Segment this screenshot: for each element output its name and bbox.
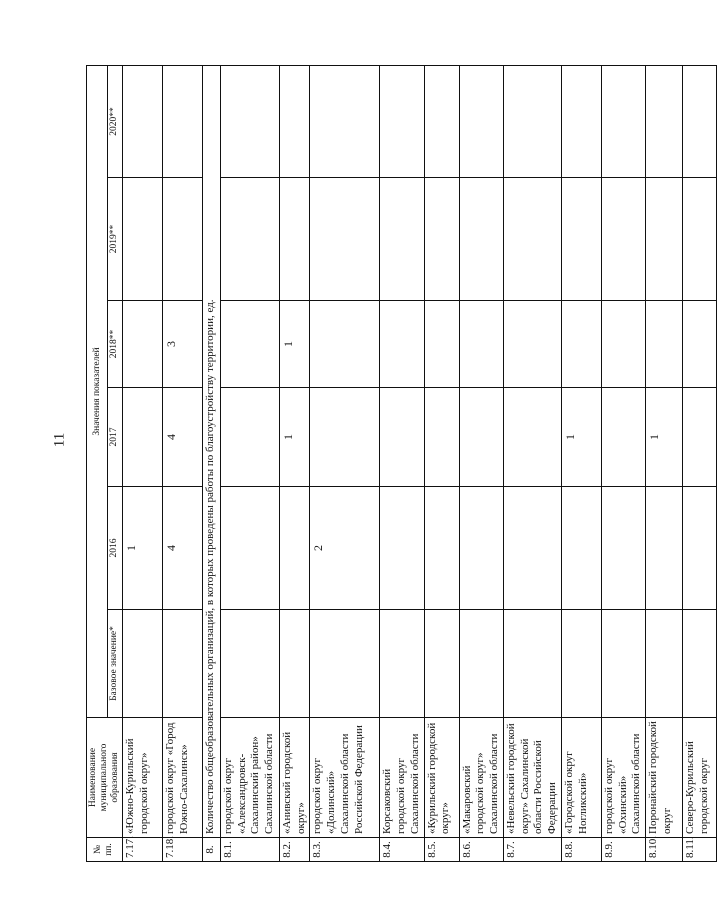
value-cell [122,178,162,301]
table-row [279,66,310,862]
table-row [310,66,380,862]
value-cell: 1 [279,301,310,388]
row-municipality: «Курильский городской округ» [424,718,459,838]
row-municipality: «Анивский городской округ» [279,718,310,838]
value-cell [683,388,717,487]
value-cell [683,610,717,718]
value-cell [162,178,202,301]
section-row [202,66,220,862]
value-cell [503,388,561,487]
row-municipality: «Южно-Курильский городской округ» [122,718,162,838]
value-cell [424,388,459,487]
row-municipality: «Невельский городской округ» Сахалинской области Российской Федерации [503,718,561,838]
value-cell [561,487,601,610]
value-cell [561,301,601,388]
header-2020: 2020** [108,66,123,178]
value-cell [220,66,279,178]
row-num: 8.9. [601,838,645,862]
value-cell [424,301,459,388]
value-cell [122,388,162,487]
value-cell [122,610,162,718]
value-cell [380,66,424,178]
section-num: 8. [202,838,220,862]
rows-group-7 [122,66,202,862]
value-cell [601,178,645,301]
table-row [424,66,459,862]
value-cell [503,301,561,388]
value-cell [162,610,202,718]
row-municipality: «Городской округ Ногликский» [561,718,601,838]
table-row [561,66,601,862]
value-cell [310,66,380,178]
value-cell [122,66,162,178]
table-row [380,66,424,862]
row-num: 7.17. [122,838,162,862]
value-cell [646,178,683,301]
value-cell [503,178,561,301]
value-cell [503,66,561,178]
header-base: Базовое значение* [108,610,123,718]
row-num: 8.5. [424,838,459,862]
value-cell [310,610,380,718]
row-municipality: Северо-Курильский городской округ [683,718,717,838]
value-cell [683,301,717,388]
row-num: 8.1. [220,838,279,862]
section-group-8 [202,66,220,862]
value-cell [646,487,683,610]
table-row [601,66,645,862]
table-row [646,66,683,862]
value-cell [683,66,717,178]
value-cell [459,66,503,178]
header-2019: 2019** [108,178,123,301]
value-cell: 1 [646,388,683,487]
value-cell [220,388,279,487]
value-cell [220,610,279,718]
row-municipality: городской округ «Александровск-Сахалинский район» Сахалинской области [220,718,279,838]
value-cell [683,178,717,301]
row-num: 7.18. [162,838,202,862]
value-cell [459,388,503,487]
value-cell [380,610,424,718]
value-cell [279,178,310,301]
value-cell [503,487,561,610]
table-row [503,66,561,862]
table-container [86,66,710,862]
value-cell [310,301,380,388]
row-municipality: Поронайский городской округ [646,718,683,838]
header-2017: 2017 [108,388,123,487]
table-row [220,66,279,862]
value-cell [601,388,645,487]
value-cell: 4 [162,388,202,487]
value-cell [279,610,310,718]
value-cell [424,610,459,718]
value-cell: 4 [162,487,202,610]
value-cell [424,178,459,301]
header-num: № пп. [87,838,123,862]
header-2016: 2016 [108,487,123,610]
value-cell: 2 [310,487,380,610]
header-name: Наименование муниципального образования [87,718,123,838]
header-row-1 [87,66,108,862]
row-num: 8.8. [561,838,601,862]
rows-group-8 [220,66,716,862]
value-cell [220,178,279,301]
value-cell [424,66,459,178]
value-cell [601,610,645,718]
value-cell [646,610,683,718]
value-cell [459,178,503,301]
value-cell [310,178,380,301]
row-municipality: городской округ «Город Южно-Сахалинск» [162,718,202,838]
header-values-group: Значения показателей [87,66,108,718]
row-num: 8.7. [503,838,561,862]
row-num: 8.10. [646,838,683,862]
value-cell [601,66,645,178]
value-cell [380,301,424,388]
value-cell [424,487,459,610]
value-cell [601,301,645,388]
table-row [162,66,202,862]
value-cell [503,610,561,718]
row-num: 8.4. [380,838,424,862]
value-cell [380,487,424,610]
value-cell [561,610,601,718]
value-cell: 1 [279,388,310,487]
value-cell [459,487,503,610]
row-num: 8.3. [310,838,380,862]
row-municipality: Корсаковский городской округ Сахалинской области [380,718,424,838]
table-row [683,66,717,862]
value-cell: 1 [561,388,601,487]
value-cell [459,610,503,718]
value-cell [561,178,601,301]
value-cell [380,388,424,487]
row-num: 8.6. [459,838,503,862]
value-cell [561,66,601,178]
row-municipality: «Макаровский городской округ» Сахалинской области [459,718,503,838]
row-num: 8.2. [279,838,310,862]
value-cell [683,487,717,610]
value-cell [646,301,683,388]
table-row [122,66,162,862]
header-2018: 2018** [108,301,123,388]
row-num: 8.11. [683,838,717,862]
value-cell: 3 [162,301,202,388]
value-cell [279,66,310,178]
page-number: 11 [51,432,68,448]
value-cell [279,487,310,610]
value-cell [220,487,279,610]
value-cell [122,301,162,388]
value-cell [220,301,279,388]
section-title: Количество общеобразовательных организаций, в которых проведены работы по благоустройству территории, ед. [202,66,220,838]
value-cell [162,66,202,178]
row-municipality: городской округ «Долинский» Сахалинской области Российской Федерации [310,718,380,838]
table-row [459,66,503,862]
value-cell [310,388,380,487]
value-cell [459,301,503,388]
value-cell [601,487,645,610]
value-cell: 1 [122,487,162,610]
indicators-table [86,65,717,862]
value-cell [646,66,683,178]
value-cell [380,178,424,301]
row-municipality: городской округ «Охинский» Сахалинской области [601,718,645,838]
